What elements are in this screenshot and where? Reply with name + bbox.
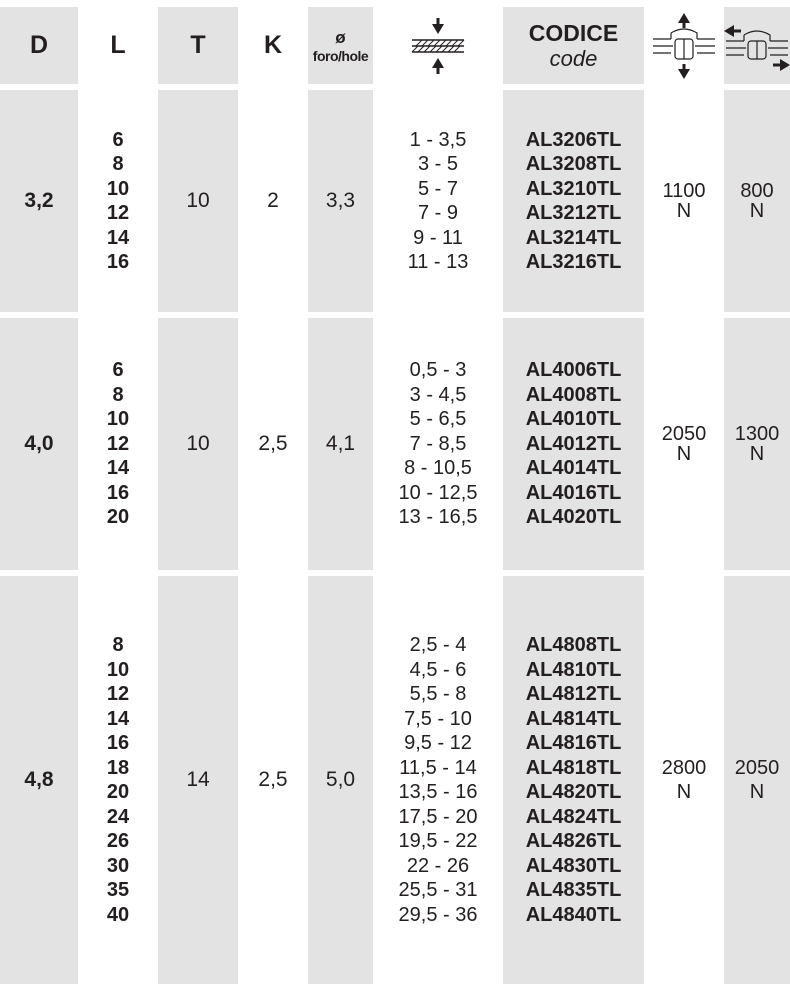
list-item: 40 <box>106 903 130 926</box>
list-item: 9,5 - 12 <box>404 732 472 754</box>
list-item: AL3208TL <box>525 153 622 175</box>
list-item: AL4824TL <box>525 805 622 828</box>
list-item: AL4820TL <box>525 781 622 803</box>
list-item: 8 <box>112 634 124 656</box>
group-1-grip <box>373 90 503 312</box>
list-item: AL3214TL <box>525 226 622 249</box>
list-item: 7,5 - 10 <box>404 707 472 730</box>
group-3-grip <box>373 576 503 984</box>
list-item: 0,5 - 3 <box>409 359 467 382</box>
list-item: AL4010TL <box>525 408 622 431</box>
list-item: 3 - 5 <box>417 153 459 175</box>
shear-unit: N <box>749 200 765 222</box>
list-item: AL4830TL <box>525 854 622 877</box>
group-3-hole: 5,0 <box>325 768 356 791</box>
list-item: AL4840TL <box>525 903 622 926</box>
header-t: T <box>190 31 206 59</box>
list-item: 25,5 - 31 <box>398 879 478 901</box>
list-item: 14 <box>106 457 130 480</box>
group-2-lengths <box>78 318 158 570</box>
list-item: 3 - 4,5 <box>409 383 467 406</box>
list-item: 22 - 26 <box>406 854 470 877</box>
list-item: 5 - 7 <box>417 177 459 200</box>
list-item: 16 <box>106 481 130 504</box>
header-shear <box>724 7 790 84</box>
tensile-value: 2800 <box>661 756 707 779</box>
list-item: AL4835TL <box>525 879 622 901</box>
list-item: 16 <box>106 251 130 273</box>
list-item: 13,5 - 16 <box>398 781 478 803</box>
list-item: 12 <box>106 432 130 455</box>
list-item: 35 <box>106 879 130 901</box>
tensile-unit: N <box>676 443 692 465</box>
list-item: 14 <box>106 226 130 249</box>
shear-value: 800 <box>740 180 774 202</box>
list-item: 6 <box>112 359 124 382</box>
list-item: AL4016TL <box>525 481 622 504</box>
list-item: 26 <box>106 830 130 852</box>
list-item: 8 <box>112 383 124 406</box>
list-item: AL4808TL <box>525 634 622 656</box>
group-1-hole: 3,3 <box>325 189 356 212</box>
list-item: 10 <box>106 408 130 431</box>
header-k: K <box>263 31 283 59</box>
list-item: AL4020TL <box>525 506 622 529</box>
list-item: 1 - 3,5 <box>409 128 467 151</box>
list-item: 5,5 - 8 <box>409 683 467 705</box>
list-item: 9 - 11 <box>413 226 463 249</box>
list-item: AL4008TL <box>525 383 622 406</box>
tensile-strength-icon <box>651 13 717 79</box>
hole-label: foro/hole <box>312 47 369 64</box>
list-item: 11 - 13 <box>407 251 469 273</box>
list-item: AL4812TL <box>525 683 622 705</box>
code-subtitle: code <box>549 45 598 71</box>
list-item: 14 <box>106 707 130 730</box>
list-item: 18 <box>106 756 130 779</box>
group-2-d: 4,0 <box>24 432 54 455</box>
list-item: 24 <box>106 805 130 828</box>
list-item: AL3212TL <box>525 202 622 224</box>
group-1-tensile <box>644 90 724 312</box>
group-2-tensile <box>644 318 724 570</box>
list-item: 8 - 10,5 <box>404 457 472 480</box>
group-1-shear <box>724 90 790 312</box>
hole-diameter-symbol: ø <box>335 27 346 47</box>
list-item: 2,5 - 4 <box>409 634 467 656</box>
header-d: D <box>29 31 49 59</box>
group-1-t: 10 <box>186 189 210 212</box>
group-1-lengths <box>78 90 158 312</box>
shear-strength-icon <box>724 13 790 79</box>
group-2-hole: 4,1 <box>325 432 356 455</box>
grip-range-icon <box>406 18 470 74</box>
list-item: 10 <box>106 177 130 200</box>
list-item: 4,5 - 6 <box>409 658 467 681</box>
group-2-codes <box>503 318 644 570</box>
list-item: 20 <box>106 781 130 803</box>
header-code <box>503 7 644 84</box>
group-2-grip <box>373 318 503 570</box>
list-item: 7 - 9 <box>417 202 459 224</box>
list-item: 16 <box>106 732 130 754</box>
group-3-d: 4,8 <box>24 768 54 791</box>
list-item: AL3210TL <box>525 177 622 200</box>
shear-value: 1300 <box>734 423 780 445</box>
list-item: 8 <box>112 153 124 175</box>
tensile-value: 2050 <box>661 423 707 445</box>
group-1-d: 3,2 <box>24 189 54 212</box>
list-item: 19,5 - 22 <box>398 830 478 852</box>
group-2-shear <box>724 318 790 570</box>
list-item: 12 <box>106 683 130 705</box>
shear-value: 2050 <box>734 756 780 779</box>
group-3-tensile <box>644 576 724 984</box>
group-2-t: 10 <box>186 432 210 455</box>
tensile-value: 1100 <box>662 180 706 202</box>
header-hole <box>308 7 373 84</box>
header-l: L <box>110 31 126 59</box>
list-item: 10 - 12,5 <box>398 481 478 504</box>
group-1-codes <box>503 90 644 312</box>
list-item: AL3206TL <box>525 128 622 151</box>
list-item: 6 <box>112 128 124 151</box>
header-grip <box>373 7 503 84</box>
list-item: AL4006TL <box>525 359 622 382</box>
shear-unit: N <box>749 781 765 803</box>
group-3-k: 2,5 <box>258 768 288 791</box>
list-item: 12 <box>106 202 130 224</box>
group-3-shear <box>724 576 790 984</box>
group-3-t: 14 <box>186 768 210 791</box>
list-item: 17,5 - 20 <box>398 805 478 828</box>
header-tensile <box>644 7 724 84</box>
list-item: 10 <box>106 658 130 681</box>
list-item: 30 <box>106 854 130 877</box>
list-item: AL4014TL <box>525 457 622 480</box>
list-item: 5 - 6,5 <box>409 408 467 431</box>
group-2-k: 2,5 <box>258 432 288 455</box>
list-item: 20 <box>106 506 130 529</box>
list-item: AL4810TL <box>525 658 622 681</box>
list-item: AL3216TL <box>525 251 622 273</box>
tensile-unit: N <box>676 200 692 222</box>
shear-unit: N <box>749 443 765 465</box>
list-item: AL4816TL <box>525 732 622 754</box>
tensile-unit: N <box>676 781 692 803</box>
list-item: 7 - 8,5 <box>409 432 467 455</box>
list-item: AL4814TL <box>525 707 622 730</box>
group-3-codes <box>503 576 644 984</box>
group-1-k: 2 <box>267 189 279 212</box>
code-title: CODICE <box>528 19 619 46</box>
list-item: 13 - 16,5 <box>398 506 478 529</box>
list-item: 11,5 - 14 <box>399 756 477 779</box>
list-item: AL4818TL <box>525 756 622 779</box>
list-item: AL4826TL <box>525 830 622 852</box>
group-3-lengths <box>78 576 158 984</box>
list-item: AL4012TL <box>525 432 622 455</box>
list-item: 29,5 - 36 <box>398 903 478 926</box>
